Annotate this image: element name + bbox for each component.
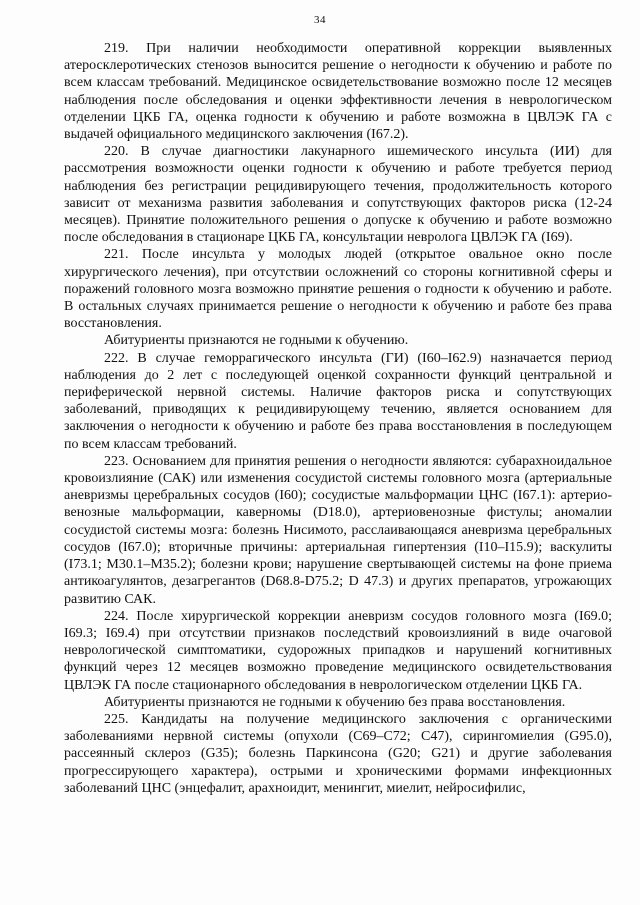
paragraph-223: 223. Основанием для принятия решения о негодности являются: субарахноидальное кровоизлияние (САК) или изменения сосудистой системы головного мозга (артериальные аневризмы церебральных сосудов (I60); сосудистые мальформации ЦНС (I67.1): артерио-венозные мальформации, каверномы (D18.0), артериовенозные фистулы; аномалии сосудистой системы мозга: болезнь Нисимото, расслаивающаяся аневризма церебральных сосудов (I67.0); вторичные причины: артериальная гипертензия (I10–I15.9); васкулиты (I73.1; M30.1–M35.2); болезни крови; нарушение свертывающей системы на фоне приема антикоагулянтов, дезагрегантов (D68.8-D75.2; D 47.3) и других препаратов, угрожающих развитию САК. — [64, 453, 612, 607]
document-body — [64, 40, 612, 797]
applicants-note-2: Абитуриенты признаются не годными к обучению без права восстановления. — [104, 694, 566, 710]
paragraph-224: 224. После хирургической коррекции аневризм сосудов головного мозга (I69.0; I69.3; I69.4) при отсутствии признаков последствий кровоизлияний в виде очаговой неврологической симптоматики, судорожных припадков и нарушений когнитивных функций через 12 месяцев возможно проведение медицинского освидетельствования ЦВЛЭК ГА после стационарного обследования в неврологическом отделении ЦКБ ГА. — [64, 608, 612, 693]
paragraph-225: 225. Кандидаты на получение медицинского заключения с органическими заболеваниями нервной системы (опухоли (C69–C72; C47), сирингомиелия (G95.0), рассеянный склероз (G35); болезнь Паркинсона (G20; G21) и другие заболевания прогрессирующего характера), острыми и хроническими формами инфекционных заболеваний ЦНС (энцефалит, арахноидит, менингит, миелит, нейросифилис, — [64, 711, 612, 796]
applicants-note-1: Абитуриенты признаются не годными к обучению. — [104, 333, 409, 349]
paragraph-222: 222. В случае геморрагического инсульта (ГИ) (I60–I62.9) назначается период наблюдения до 2 лет с последующей оценкой сохранности функций центральной и периферической нервной системы. Наличие факторов риска и сопутствующих заболеваний, приводящих к рецидивирующему течению, является основанием для заключения о негодности к обучению и работе без права восстановления в последующем по всем классам требований. — [64, 350, 612, 452]
page-number: 34 — [314, 14, 326, 26]
paragraph-220: 220. В случае диагностики лакунарного ишемического инсульта (ИИ) для рассмотрения возможности оценки годности к обучению и работе требуется период наблюдения без регистрации рецидивирующего течения, продолжительность которого зависит от механизма развития заболевания и сопутствующих факторов риска (12-24 месяцев). Принятие положительного решения о допуске к обучению и работе возможно после обследования в стационаре ЦКБ ГА, консультации невролога ЦВЛЭК ГА (I69). — [64, 144, 612, 246]
paragraph-219: 219. При наличии необходимости оперативной коррекции выявленных атеросклеротических стенозов выносится решение о негодности к обучению и работе по всем классам требований. Медицинское освидетельствование возможно после 12 месяцев наблюдения после обследования и оценки эффективности лечения в неврологическом отделении ЦКБ ГА, оценка годности к обучению и работе возможна в ЦВЛЭК ГА с выдачей официального медицинского заключения (I67.2). — [64, 41, 612, 143]
paragraph-221: 221. После инсульта у молодых людей (открытое овальное окно после хирургического лечения), при отсутствии осложнений со стороны когнитивной сферы и поражений головного мозга возможно принятие решения о годности к обучению и работе. В остальных случаях принимается решение о негодности к обучению и работе без права восстановления. — [64, 247, 612, 332]
